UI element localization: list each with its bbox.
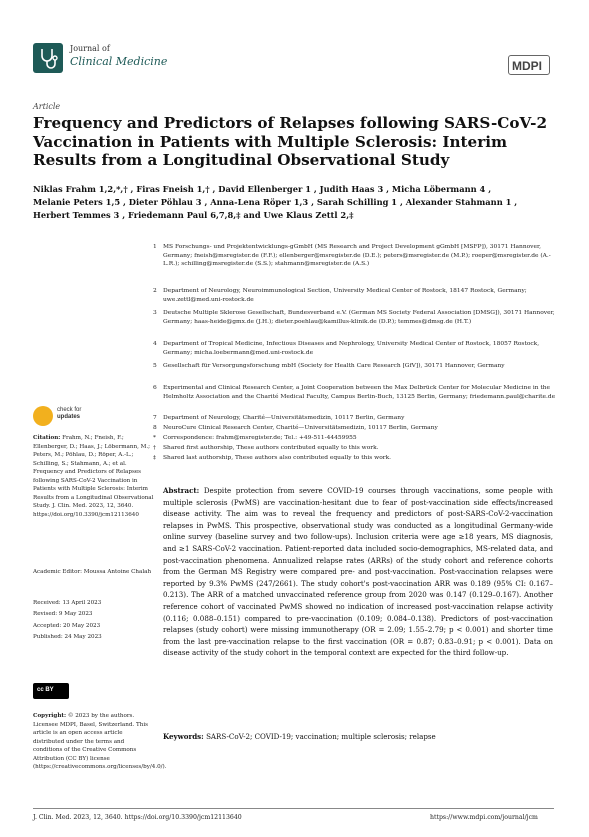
accepted-date: Accepted: 20 May 2023 [33,623,101,629]
article-title: Frequency and Predictors of Relapses following SARS-CoV-2 Vaccination in Patients with Multiple Sclerosis: Interim Results from a Longitudinal Observational Study [33,114,548,169]
journal-logo [33,43,63,73]
published-date: Published: 24 May 2023 [33,634,102,640]
author-line[interactable]: Herbert Temmes 3 , Friedemann Paul 6,7,8,‡ and Uwe Klaus Zettl 2,‡ [33,210,354,220]
keywords-label: Keywords: [163,732,204,741]
keywords-text: SARS-CoV-2; COVID-19; vaccination; multiple sclerosis; relapse [206,732,436,741]
footer-citation[interactable]: J. Clin. Med. 2023, 12, 3640. https://doi.org/10.3390/jcm12113640 [33,814,242,821]
article-type: Article [33,102,61,111]
author-line[interactable]: Melanie Peters 1,5 , Dieter Pöhlau 3 , Anna-Lena Röper 1,3 , Sarah Schilling 1 , Alexander Stahmann 1 , [33,197,518,207]
stethoscope-icon [33,43,63,73]
abstract-label: Abstract: [163,486,200,495]
citation-block: Citation: Frahm, N.; Fneish, F.; Ellenberger, D.; Haas, J.; Löbermann, M.; Peters, M.; Pöhlau, D.; Röper, A.-L.; Schilling, S.; Stahmann, A.; et al. Frequency and Predictors of Relapses following SARS-CoV-2 Vaccination in Patients with Multiple Sclerosis: Interim Results from a Longitudinal Observational Study. J. Clin. Med. 2023, 12, 3640. https://doi.org/10.3390/jcm12113640 [33,435,154,518]
copyright-block: Copyright: © 2023 by the authors. Licensee MDPI, Basel, Switzerland. This article is an open access article distributed under the terms and conditions of the Creative Commons Attribution (CC BY) license (https://creativecommons.org/licenses/by/4.0/). [33,713,167,770]
affiliation-7: 7 Department of Neurology, Charité—Universitätsmedizin, 10117 Berlin, Germany [153,415,405,421]
footer-journal-url[interactable]: https://www.mdpi.com/journal/jcm [430,814,538,821]
affiliation-3: 3 Deutsche Multiple Sklerose Gesellschaft, Bundesverband e.V. (German MS Society Federal Association [DMSG]), 30171 Hannover, Germany; haas-heide@gmx.de (J.H.); dieter.poehlau@kamillus-klinik.de (D.P.); temmes@dmsg.de (H.T.) [153,310,555,325]
revised-date: Revised: 9 May 2023 [33,611,93,617]
keywords [163,731,553,742]
cc-by-license-icon[interactable]: cc BY [33,683,69,699]
affiliation-6: 6 Experimental and Clinical Research Center, a Joint Cooperation between the Max Delbrück Center for Molecular Medicine in the Helmholtz Association and the Charité Medical Faculty, Campus Berlin-Buch, 13125 Berlin, Germany; friedemann.paul@charite.de [153,385,556,400]
received-date: Received: 13 April 2023 [33,600,102,606]
check-for-updates-label[interactable]: check for updates [57,407,82,420]
footer-divider [33,808,554,809]
journal-name: Clinical Medicine [70,55,168,68]
affiliation-1: 1 MS Forschungs- und Projektentwicklungs-gGmbH (MS Research and Project Development gGmbH [MSFP]), 30171 Hannover, Germany; fneish@msregister.de (F.F.); ellenberger@msregister.de (D.E.); peters@msregister.de (M.P.); roeper@msregister.de (A.-L.R.); schilling@msregister.de (S.S.); stahmann@msregister.de (A.S.) [153,244,551,268]
journal-prefix: Journal of [70,44,110,53]
correspondence: * Correspondence: frahm@msregister.de; Tel.: +49-511-44459955 [153,435,357,441]
affiliation-5: 5 Gesellschaft für Versorgungsforschung mbH (Society for Health Care Research [GfV]), 30171 Hannover, Germany [153,363,505,369]
abstract-text: Despite protection from severe COVID-19 courses through vaccinations, some people with multiple sclerosis (PwMS) are vaccination-hesitant due to fear of post-vaccination side effects/increased disease activity. The aim was to reveal the frequency and predictors of post-SARS-CoV-2-vaccination relapses in PwMS. This prospective, observational study was conducted as a longitudinal Germany-wide online survey (baseline survey and two follow-ups). Inclusion criteria were age ≥18 years, MS diagnosis, and ≥1 SARS-CoV-2 vaccination. Patient-reported data included socio-demographics, MS-related data, and post-vaccination phenomena. Annualized relapse rates (ARRs) of the study cohort and reference cohorts from the German MS Registry were compared pre- and post-vaccination. Post-vaccination relapses were reported by 9.3% PwMS (247/2661). The study cohort's post-vaccination ARR was 0.189 (95% CI: 0.167–0.213). The ARR of a matched unvaccinated reference group from 2020 was 0.147 (0.129–0.167). Another reference cohort of vaccinated PwMS showed no indication of increased post-vaccination relapse activity (0.116; 0.088–0.151) compared to pre-vaccination (0.109; 0.084–0.138). Predictors of post-vaccination relapses (study cohort) were missing immunotherapy (OR = 2.09; 1.55–2.79; p < 0.001) and shorter time from the last pre-vaccination relapse to the first vaccination (OR = 0.87; 0.83–0.91; p < 0.001). Data on disease activity of the study cohort in the temporal context are expected for the third follow-up. [163,486,553,658]
academic-editor: Academic Editor: Moussa Antoine Chalah [33,569,152,575]
author-list [33,183,553,222]
affiliation-2: 2 Department of Neurology, Neuroimmunological Section, University Medical Center of Rostock, 18147 Rostock, Germany; uwe.zettl@med.uni-rostock.de [153,288,527,303]
publisher-logo: MDPI [512,59,542,73]
affiliation-8: 8 NeuroCure Clinical Research Center, Charité—Universitätsmedizin, 10117 Berlin, Germany [153,425,438,431]
first-authorship-note: † Shared first authorship, These authors contributed equally to this work. [153,445,379,451]
abstract [163,485,553,659]
affiliation-4: 4 Department of Tropical Medicine, Infectious Diseases and Nephrology, University Medical Center of Rostock, 18057 Rostock, Germany; micha.loebermann@med.uni-rostock.de [153,341,540,356]
last-authorship-note: ‡ Shared last authorship, These authors also contributed equally to this work. [153,455,392,461]
author-line[interactable]: Niklas Frahm 1,2,*,† , Firas Fneish 1,† , David Ellenberger 1 , Judith Haas 3 , Micha Löbermann 4 , [33,184,492,194]
check-for-updates-icon[interactable] [33,406,53,426]
